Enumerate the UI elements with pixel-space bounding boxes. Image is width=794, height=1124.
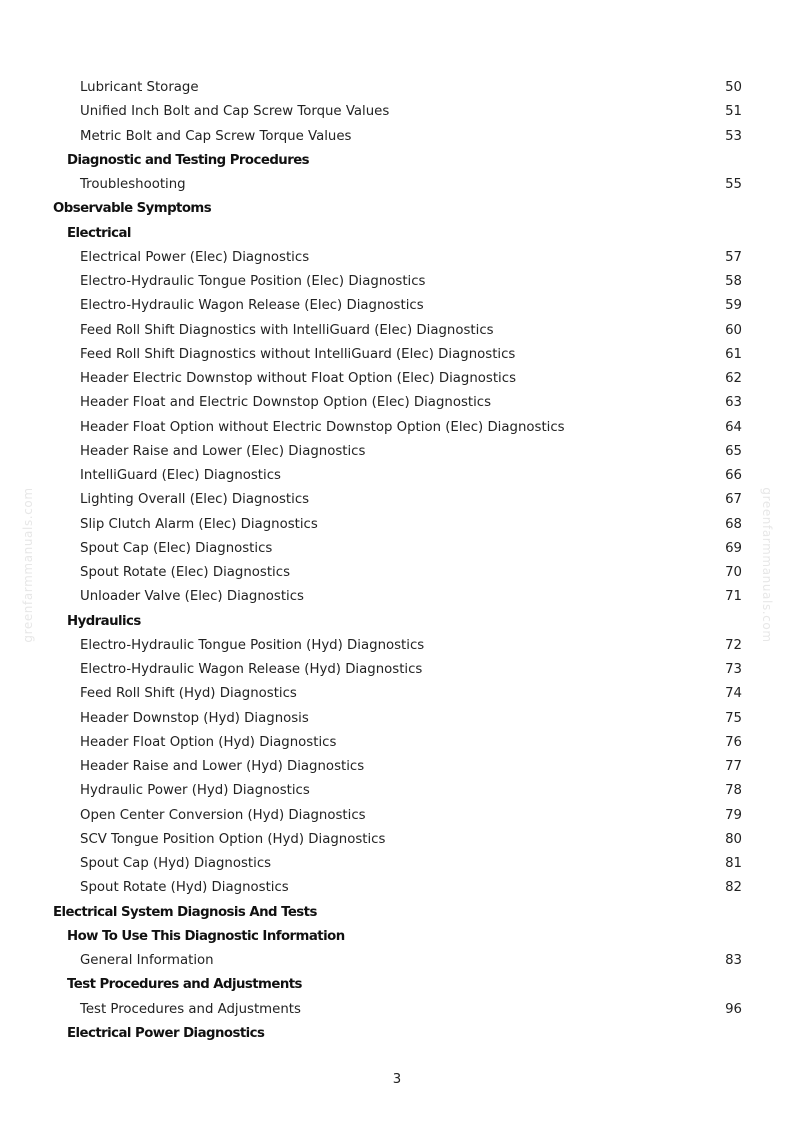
- toc-entry-title: Metric Bolt and Cap Screw Torque Values: [80, 128, 352, 144]
- toc-entry-title: Spout Cap (Hyd) Diagnostics: [80, 856, 272, 871]
- toc-entry-page-number: 63: [725, 395, 742, 411]
- toc-entry-title: Lubricant Storage: [80, 80, 199, 95]
- toc-entry-title: Spout Rotate (Elec) Diagnostics: [80, 565, 290, 580]
- toc-entry[interactable]: [0, 246, 794, 270]
- toc-entry[interactable]: [0, 270, 794, 294]
- watermark-left: greenfarmmanuals.com: [21, 487, 35, 643]
- toc-entry-title: Header Float and Electric Downstop Option (Elec) Diagnostics: [80, 395, 492, 411]
- toc-entry[interactable]: [0, 779, 794, 803]
- toc-entry[interactable]: [0, 682, 794, 706]
- toc-entry[interactable]: [0, 76, 794, 100]
- toc-entry-title: Header Raise and Lower (Elec) Diagnostics: [80, 443, 366, 459]
- toc-entry-page-number: 73: [725, 662, 742, 677]
- toc-entry-page-number: 59: [725, 298, 742, 314]
- toc-entry[interactable]: [0, 294, 794, 318]
- toc-entry-title: Header Float Option (Hyd) Diagnostics: [80, 734, 337, 750]
- toc-entry-title: IntelliGuard (Elec) Diagnostics: [80, 468, 281, 483]
- toc-entry-title: Troubleshooting: [80, 177, 186, 192]
- toc-entry-title: Feed Roll Shift Diagnostics with IntelliGuard (Elec) Diagnostics: [80, 322, 494, 338]
- toc-entry-page-number: 64: [725, 419, 742, 435]
- toc-entry-title: Feed Roll Shift Diagnostics without IntelliGuard (Elec) Diagnostics: [80, 346, 516, 362]
- toc-entry[interactable]: [0, 804, 794, 828]
- toc-entry[interactable]: [0, 585, 794, 609]
- toc-entry-page-number: 75: [725, 710, 742, 726]
- toc-entry-title: Hydraulics: [67, 613, 141, 629]
- toc-entry[interactable]: [0, 440, 794, 464]
- toc-entry[interactable]: [0, 658, 794, 682]
- toc-entry-page-number: 65: [725, 443, 742, 459]
- toc-entry-title: Hydraulic Power (Hyd) Diagnostics: [80, 783, 310, 799]
- toc-entry-page-number: 69: [725, 540, 742, 556]
- toc-entry-title: Header Downstop (Hyd) Diagnosis: [80, 710, 309, 726]
- toc-entry-title: Electro-Hydraulic Wagon Release (Hyd) Diagnostics: [80, 662, 423, 677]
- toc-entry[interactable]: [0, 488, 794, 512]
- toc-entry-page-number: 77: [725, 759, 742, 774]
- toc-section-heading: [0, 222, 794, 246]
- toc-entry-title: Electro-Hydraulic Wagon Release (Elec) Diagnostics: [80, 298, 424, 314]
- toc-entry-title: Spout Rotate (Hyd) Diagnostics: [80, 880, 289, 896]
- toc-entry-page-number: 76: [725, 734, 742, 750]
- toc-entry-title: Observable Symptoms: [53, 201, 212, 217]
- toc-entry-title: Electrical Power Diagnostics: [67, 1025, 265, 1041]
- toc-entry-title: SCV Tongue Position Option (Hyd) Diagnostics: [80, 831, 386, 847]
- toc-section-heading: [0, 610, 794, 634]
- toc-entry-page-number: 51: [725, 104, 742, 120]
- toc-entry[interactable]: [0, 707, 794, 731]
- toc-entry-title: Open Center Conversion (Hyd) Diagnostics: [80, 807, 366, 823]
- toc-entry-page-number: 80: [725, 831, 742, 847]
- toc-entry-page-number: 57: [725, 249, 742, 265]
- toc-entry-title: Unloader Valve (Elec) Diagnostics: [80, 589, 304, 605]
- toc-entry-page-number: 55: [725, 177, 742, 192]
- toc-entry-page-number: 72: [725, 637, 742, 653]
- toc-entry-title: Test Procedures and Adjustments: [67, 977, 302, 993]
- toc-entry[interactable]: [0, 319, 794, 343]
- toc-entry-page-number: 50: [725, 80, 742, 95]
- toc-entry-page-number: 82: [725, 880, 742, 896]
- toc-entry-page-number: 66: [725, 468, 742, 483]
- toc-entry-title: How To Use This Diagnostic Information: [67, 928, 345, 944]
- toc-section-heading: [0, 197, 794, 221]
- toc-entry[interactable]: [0, 173, 794, 197]
- toc-entry-page-number: 83: [725, 953, 742, 968]
- toc-entry[interactable]: [0, 391, 794, 415]
- toc-entry-title: Header Electric Downstop without Float Option (Elec) Diagnostics: [80, 371, 516, 386]
- toc-entry-page-number: 71: [725, 589, 742, 605]
- toc-entry-title: Electro-Hydraulic Tongue Position (Elec) Diagnostics: [80, 274, 426, 289]
- toc-entry-title: General Information: [80, 953, 214, 968]
- toc-section-heading: [0, 1022, 794, 1046]
- toc-entry-title: Header Raise and Lower (Hyd) Diagnostics: [80, 759, 365, 774]
- toc-entry-page-number: 68: [725, 516, 742, 532]
- toc-entry[interactable]: [0, 634, 794, 658]
- table-of-contents: [0, 76, 794, 1046]
- toc-entry[interactable]: [0, 949, 794, 973]
- toc-entry-title: Diagnostic and Testing Procedures: [67, 152, 310, 168]
- toc-entry[interactable]: [0, 876, 794, 900]
- toc-section-heading: [0, 973, 794, 997]
- toc-entry-title: Feed Roll Shift (Hyd) Diagnostics: [80, 686, 297, 702]
- toc-section-heading: [0, 149, 794, 173]
- toc-entry[interactable]: [0, 343, 794, 367]
- toc-entry-title: Lighting Overall (Elec) Diagnostics: [80, 492, 310, 508]
- toc-entry-page-number: 60: [725, 322, 742, 338]
- toc-entry-page-number: 96: [725, 1001, 742, 1017]
- toc-entry[interactable]: [0, 100, 794, 124]
- toc-entry[interactable]: [0, 416, 794, 440]
- toc-entry[interactable]: [0, 513, 794, 537]
- toc-entry[interactable]: [0, 998, 794, 1022]
- watermark-right: greenfarmmanuals.com: [760, 487, 774, 643]
- toc-entry-page-number: 70: [725, 565, 742, 580]
- toc-entry-title: Test Procedures and Adjustments: [80, 1001, 301, 1017]
- toc-entry-title: Header Float Option without Electric Downstop Option (Elec) Diagnostics: [80, 419, 565, 435]
- toc-entry-title: Electrical System Diagnosis And Tests: [53, 904, 317, 920]
- toc-entry-page-number: 79: [725, 807, 742, 823]
- toc-entry[interactable]: [0, 537, 794, 561]
- toc-entry-title: Slip Clutch Alarm (Elec) Diagnostics: [80, 516, 318, 532]
- toc-entry[interactable]: [0, 852, 794, 876]
- toc-entry[interactable]: [0, 125, 794, 149]
- toc-entry-title: Electrical Power (Elec) Diagnostics: [80, 249, 310, 265]
- toc-entry-title: Unified Inch Bolt and Cap Screw Torque Values: [80, 104, 390, 120]
- toc-entry-page-number: 53: [725, 128, 742, 144]
- toc-entry[interactable]: [0, 731, 794, 755]
- toc-section-heading: [0, 901, 794, 925]
- toc-entry-page-number: 67: [725, 492, 742, 508]
- toc-entry-page-number: 58: [725, 274, 742, 289]
- page-number: 3: [392, 1072, 402, 1087]
- toc-entry-page-number: 62: [725, 371, 742, 386]
- toc-entry[interactable]: [0, 828, 794, 852]
- toc-entry-page-number: 74: [725, 686, 742, 702]
- toc-entry[interactable]: [0, 464, 794, 488]
- toc-entry[interactable]: [0, 755, 794, 779]
- toc-entry-title: Spout Cap (Elec) Diagnostics: [80, 540, 273, 556]
- toc-entry-title: Electro-Hydraulic Tongue Position (Hyd) Diagnostics: [80, 637, 425, 653]
- toc-entry[interactable]: [0, 561, 794, 585]
- toc-section-heading: [0, 925, 794, 949]
- toc-entry-title: Electrical: [67, 225, 131, 241]
- toc-entry[interactable]: [0, 367, 794, 391]
- toc-entry-page-number: 78: [725, 783, 742, 799]
- toc-entry-page-number: 61: [725, 346, 742, 362]
- toc-entry-page-number: 81: [725, 856, 742, 871]
